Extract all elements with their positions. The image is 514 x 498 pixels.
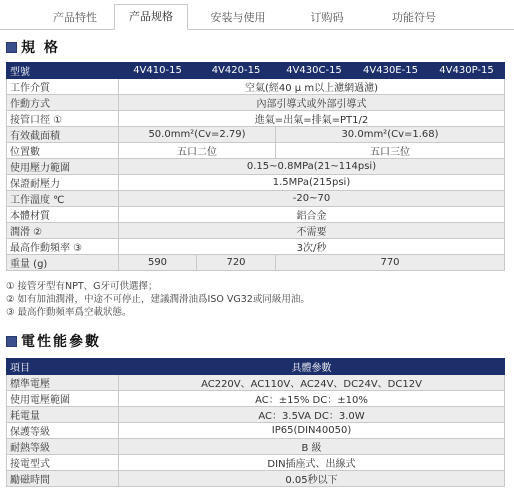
row-value-3pos: 五口三位 bbox=[276, 143, 505, 159]
table-row bbox=[7, 95, 505, 111]
spec-table bbox=[6, 62, 505, 271]
row-value: 內部引導式或外部引導式 bbox=[119, 95, 505, 111]
table-row bbox=[7, 159, 505, 175]
header-4v430c: 4V430C-15 bbox=[276, 63, 353, 79]
row-value: IP65(DIN40050) bbox=[119, 423, 505, 439]
elec-section-heading bbox=[6, 332, 101, 350]
table-row bbox=[7, 439, 505, 455]
row-label: 接電型式 bbox=[7, 455, 119, 471]
header-item: 項目 bbox=[7, 359, 119, 375]
row-value: DIN插座式、出線式 bbox=[119, 455, 505, 471]
table-row bbox=[7, 127, 505, 143]
row-value: AC：±15% DC：±10% bbox=[119, 391, 505, 407]
table-row bbox=[7, 455, 505, 471]
row-label: 位置數 bbox=[7, 143, 119, 159]
note-item: ③ 最高作動頻率爲空載狀態。 bbox=[6, 307, 132, 318]
row-value: 空氣(經40 μ m以上濾網過濾) bbox=[119, 79, 505, 95]
spec-section-heading bbox=[6, 38, 60, 56]
header-params: 具體參數 bbox=[119, 359, 505, 375]
row-value-2pos: 五口二位 bbox=[119, 143, 276, 159]
table-row bbox=[7, 391, 505, 407]
header-4v430p: 4V430P-15 bbox=[429, 63, 505, 79]
note-item: ② 如有加油潤滑，中途不可停止，建議潤滑油爲ISO VG32或同級用油。 bbox=[6, 294, 310, 305]
tab-bar bbox=[0, 0, 514, 30]
row-label: 工作介質 bbox=[7, 79, 119, 95]
tab-product-features[interactable]: 产品特性 bbox=[53, 11, 97, 24]
row-value: 3次/秒 bbox=[119, 239, 505, 255]
square-bullet-icon bbox=[6, 336, 17, 347]
row-label: 勵磁時間 bbox=[7, 471, 119, 487]
row-label: 保護等級 bbox=[7, 423, 119, 439]
table-row bbox=[7, 207, 505, 223]
row-label: 保證耐壓力 bbox=[7, 175, 119, 191]
elec-table-header bbox=[7, 359, 505, 375]
header-4v420: 4V420-15 bbox=[197, 63, 276, 79]
note-item: ① 接管牙型有NPT、G牙可供選擇； bbox=[6, 281, 158, 292]
tab-product-specs[interactable]: 产品规格 bbox=[114, 4, 188, 30]
row-label: 標準電壓 bbox=[7, 375, 119, 391]
row-label: 潤滑 ② bbox=[7, 223, 119, 239]
header-4v410: 4V410-15 bbox=[119, 63, 197, 79]
table-row bbox=[7, 111, 505, 127]
row-value: 0.15~0.8MPa(21~114psi) bbox=[119, 159, 505, 175]
table-row bbox=[7, 375, 505, 391]
table-row bbox=[7, 191, 505, 207]
row-value: 不需要 bbox=[119, 223, 505, 239]
row-label: 有效截面積 bbox=[7, 127, 119, 143]
row-label: 重量 (g) bbox=[7, 255, 119, 271]
row-value: AC：3.5VA DC：3.0W bbox=[119, 407, 505, 423]
weight-4v420: 720 bbox=[197, 255, 276, 271]
table-row bbox=[7, 255, 505, 271]
elec-table bbox=[6, 358, 505, 487]
row-value: B 級 bbox=[119, 439, 505, 455]
row-value-3pos: 30.0mm²(Cv=1.68) bbox=[276, 127, 505, 143]
spec-table-header bbox=[7, 63, 505, 79]
table-row bbox=[7, 223, 505, 239]
table-row bbox=[7, 239, 505, 255]
table-row bbox=[7, 471, 505, 487]
table-row bbox=[7, 143, 505, 159]
row-label: 耐熱等級 bbox=[7, 439, 119, 455]
row-label: 使用電壓範圍 bbox=[7, 391, 119, 407]
row-label: 作動方式 bbox=[7, 95, 119, 111]
square-bullet-icon bbox=[6, 42, 17, 53]
elec-section-title: 電性能參數 bbox=[21, 334, 101, 350]
row-value: 鋁合金 bbox=[119, 207, 505, 223]
weight-4v410: 590 bbox=[119, 255, 197, 271]
header-model: 型號 bbox=[7, 63, 119, 79]
row-value: 進氣=出氣=排氣=PT1/2 bbox=[119, 111, 505, 127]
tab-order-code[interactable]: 订购码 bbox=[310, 11, 344, 24]
row-label: 接管口徑 ① bbox=[7, 111, 119, 127]
tab-install-usage[interactable]: 安装与使用 bbox=[210, 11, 266, 24]
row-label: 使用壓力範圍 bbox=[7, 159, 119, 175]
row-label: 耗電量 bbox=[7, 407, 119, 423]
row-value: -20~70 bbox=[119, 191, 505, 207]
row-value: 0.05秒以下 bbox=[119, 471, 505, 487]
header-4v430e: 4V430E-15 bbox=[353, 63, 429, 79]
tab-function-symbol[interactable]: 功能符号 bbox=[392, 11, 436, 24]
row-label: 工作溫度 ℃ bbox=[7, 191, 119, 207]
table-row bbox=[7, 407, 505, 423]
row-label: 本體材質 bbox=[7, 207, 119, 223]
weight-4v430: 770 bbox=[276, 255, 505, 271]
spec-section-title: 規 格 bbox=[21, 40, 60, 56]
table-row bbox=[7, 423, 505, 439]
row-value-2pos: 50.0mm²(Cv=2.79) bbox=[119, 127, 276, 143]
row-value: 1.5MPa(215psi) bbox=[119, 175, 505, 191]
table-row bbox=[7, 79, 505, 95]
row-value: AC220V、AC110V、AC24V、DC24V、DC12V bbox=[119, 375, 505, 391]
row-label: 最高作動頻率 ③ bbox=[7, 239, 119, 255]
table-row bbox=[7, 175, 505, 191]
spec-notes bbox=[6, 280, 310, 319]
